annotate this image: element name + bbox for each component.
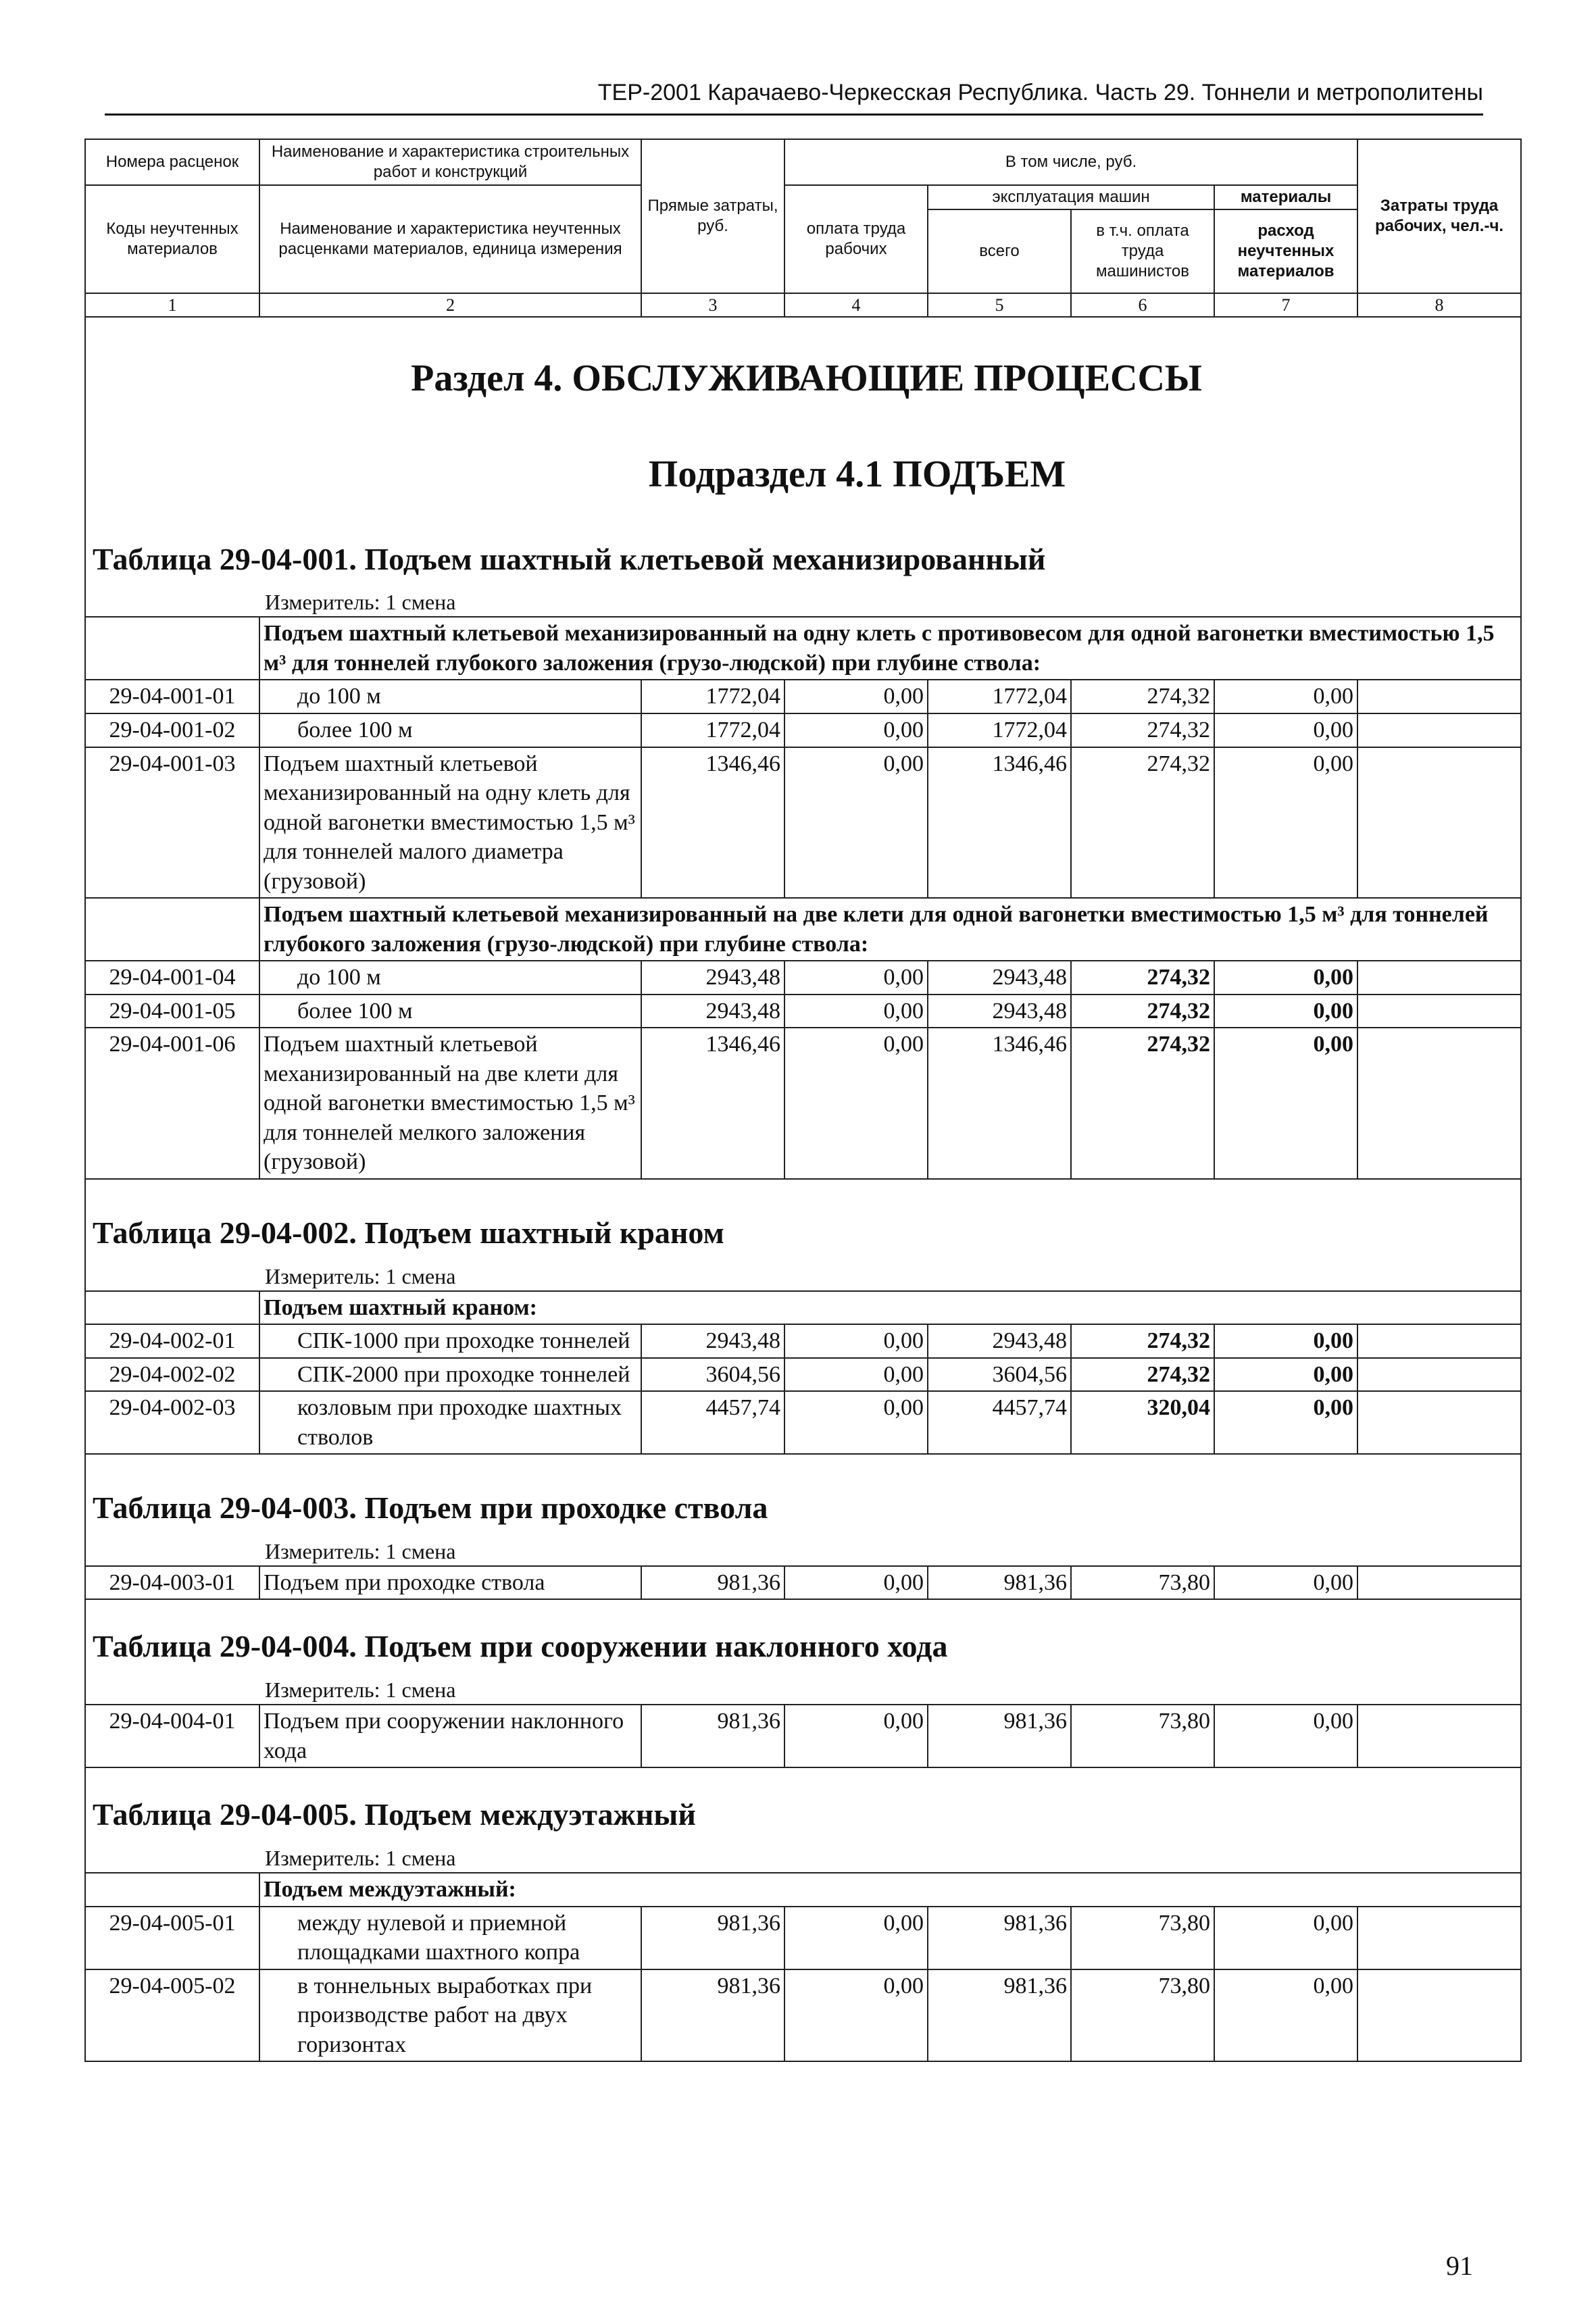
header-rule	[105, 114, 1483, 116]
labor-pay: 0,00	[784, 1391, 928, 1454]
direct-costs: 1346,46	[641, 747, 784, 899]
direct-costs: 1772,04	[641, 680, 784, 713]
labor-hours	[1357, 961, 1521, 995]
table-3-title: Таблица 29-04-003. Подъем при проходке ствола	[93, 1490, 768, 1526]
rate-code: 29-04-001-01	[85, 680, 259, 713]
labor-hours	[1357, 1358, 1521, 1392]
table-row	[85, 1324, 1521, 1358]
rate-code: 29-04-005-02	[85, 1969, 259, 2062]
col2-bot: Наименование и характеристика неучтенных расценками материалов, единица измерения	[259, 185, 641, 293]
rate-code: 29-04-001-06	[85, 1028, 259, 1179]
direct-costs: 2943,48	[641, 995, 784, 1028]
group-row	[85, 1873, 1521, 1907]
operator-pay: 73,80	[1071, 1566, 1214, 1600]
table-row	[85, 995, 1521, 1028]
direct-costs: 4457,74	[641, 1391, 784, 1454]
group-row	[85, 1291, 1521, 1325]
table-row	[85, 1705, 1521, 1767]
machine-total: 981,36	[928, 1907, 1071, 1969]
col1-bot: Коды неучтенных материалов	[85, 185, 259, 293]
index-cell: 7	[1214, 293, 1357, 317]
table-title-row	[85, 1179, 1521, 1291]
rates-table	[84, 139, 1522, 2062]
operator-pay: 274,32	[1071, 747, 1214, 899]
rate-name: козловым при проходке шахтных стволов	[259, 1391, 641, 1454]
col2-top: Наименование и характеристика строительных работ и конструкций	[259, 139, 641, 185]
rate-code: 29-04-005-01	[85, 1907, 259, 1969]
table-title-row	[85, 1599, 1521, 1705]
subsection-title: Подраздел 4.1 ПОДЪЕМ	[648, 453, 1066, 495]
materials: 0,00	[1214, 1907, 1357, 1969]
index-cell: 3	[641, 293, 784, 317]
rate-code: 29-04-002-02	[85, 1358, 259, 1392]
materials: 0,00	[1214, 1324, 1357, 1358]
operator-pay: 274,32	[1071, 680, 1214, 713]
machine-total: 1346,46	[928, 747, 1071, 899]
rate-code: 29-04-001-04	[85, 961, 259, 995]
table-2-title: Таблица 29-04-002. Подъем шахтный краном	[93, 1215, 724, 1250]
machine-total: 981,36	[928, 1969, 1071, 2062]
operator-pay: 73,80	[1071, 1705, 1214, 1767]
machine-total: 1772,04	[928, 713, 1071, 747]
col5-header: всего	[928, 209, 1071, 293]
operator-pay: 274,32	[1071, 713, 1214, 747]
index-cell: 8	[1357, 293, 1521, 317]
incl-header: В том числе, руб.	[784, 139, 1357, 185]
labor-hours	[1357, 1566, 1521, 1600]
direct-costs: 2943,48	[641, 1324, 784, 1358]
header-row-2	[85, 185, 1521, 209]
machine-total: 981,36	[928, 1566, 1071, 1600]
rate-name: в тоннельных выработках при производстве работ на двух горизонтах	[259, 1969, 641, 2062]
machine-total: 3604,56	[928, 1358, 1071, 1392]
table-row	[85, 680, 1521, 713]
table-5-measure: Измеритель: 1 смена	[265, 1846, 456, 1871]
table-5-title-block	[85, 1767, 1521, 1873]
table-5-group-1: Подъем междуэтажный:	[259, 1873, 1521, 1907]
group-row	[85, 617, 1521, 680]
page-number: 91	[1446, 2250, 1473, 2281]
mach-header: эксплуатация машин	[928, 185, 1214, 209]
operator-pay: 274,32	[1071, 1358, 1214, 1392]
rate-code: 29-04-002-03	[85, 1391, 259, 1454]
table-1-title: Таблица 29-04-001. Подъем шахтный клетьевой механизированный	[93, 541, 1046, 576]
col7-header: расход неучтенных материалов	[1214, 209, 1357, 293]
labor-pay: 0,00	[784, 1969, 928, 2062]
materials: 0,00	[1214, 1969, 1357, 2062]
materials: 0,00	[1214, 1028, 1357, 1179]
table-row	[85, 1028, 1521, 1179]
section-block	[85, 317, 1521, 617]
machine-total: 2943,48	[928, 995, 1071, 1028]
operator-pay: 274,32	[1071, 1324, 1214, 1358]
header-row-1	[85, 139, 1521, 185]
operator-pay: 274,32	[1071, 995, 1214, 1028]
operator-pay: 320,04	[1071, 1391, 1214, 1454]
direct-costs: 981,36	[641, 1907, 784, 1969]
index-cell: 5	[928, 293, 1071, 317]
table-4-measure: Измеритель: 1 смена	[265, 1678, 456, 1703]
labor-pay: 0,00	[784, 961, 928, 995]
labor-hours	[1357, 1969, 1521, 2062]
materials: 0,00	[1214, 1358, 1357, 1392]
operator-pay: 73,80	[1071, 1907, 1214, 1969]
section-row	[85, 317, 1521, 617]
rate-name: СПК-1000 при проходке тоннелей	[259, 1324, 641, 1358]
materials: 0,00	[1214, 1705, 1357, 1767]
labor-pay: 0,00	[784, 680, 928, 713]
materials: 0,00	[1214, 680, 1357, 713]
table-row	[85, 1969, 1521, 2062]
labor-hours	[1357, 1324, 1521, 1358]
rate-code: 29-04-001-02	[85, 713, 259, 747]
operator-pay: 274,32	[1071, 1028, 1214, 1179]
rate-name: между нулевой и приемной площадками шахтного копра	[259, 1907, 641, 1969]
rate-name: до 100 м	[259, 961, 641, 995]
rate-name: Подъем шахтный клетьевой механизированный на одну клеть для одной вагонетки вместимостью 1,5 м³ для тоннелей малого диаметра (грузовой)	[259, 747, 641, 899]
labor-hours	[1357, 713, 1521, 747]
table-2-title-block	[85, 1179, 1521, 1291]
index-cell: 2	[259, 293, 641, 317]
table-4-title: Таблица 29-04-004. Подъем при сооружении наклонного хода	[93, 1629, 948, 1664]
labor-pay: 0,00	[784, 1358, 928, 1392]
table-1-group-2: Подъем шахтный клетьевой механизированный на две клети для одной вагонетки вместимостью 1,5 м³ для тоннелей глубокого заложения (грузо-людской) при глубине ствола:	[259, 898, 1521, 961]
direct-costs: 2943,48	[641, 961, 784, 995]
mat-header: материалы	[1214, 185, 1357, 209]
index-cell: 6	[1071, 293, 1214, 317]
rate-name: до 100 м	[259, 680, 641, 713]
labor-pay: 0,00	[784, 747, 928, 899]
direct-costs: 981,36	[641, 1566, 784, 1600]
rate-name: более 100 м	[259, 713, 641, 747]
direct-costs: 1346,46	[641, 1028, 784, 1179]
page-header: ТЕР-2001 Карачаево-Черкесская Республика. Часть 29. Тоннели и метрополитены	[597, 80, 1483, 105]
table-row	[85, 1907, 1521, 1969]
table-row	[85, 713, 1521, 747]
direct-costs: 1772,04	[641, 713, 784, 747]
index-cell: 4	[784, 293, 928, 317]
materials: 0,00	[1214, 1566, 1357, 1600]
table-5-title: Таблица 29-04-005. Подъем междуэтажный	[93, 1797, 696, 1832]
rate-code: 29-04-001-05	[85, 995, 259, 1028]
col3-header: Прямые затраты, руб.	[641, 139, 784, 293]
table-row	[85, 1391, 1521, 1454]
labor-pay: 0,00	[784, 1028, 928, 1179]
materials: 0,00	[1214, 1391, 1357, 1454]
machine-total: 2943,48	[928, 1324, 1071, 1358]
table-3-title-block	[85, 1454, 1521, 1566]
table-2-measure: Измеритель: 1 смена	[265, 1263, 456, 1288]
table-title-row	[85, 1454, 1521, 1566]
direct-costs: 3604,56	[641, 1358, 784, 1392]
machine-total: 2943,48	[928, 961, 1071, 995]
rate-name: Подъем шахтный клетьевой механизированный на две клети для одной вагонетки вместимостью 1,5 м³ для тоннелей мелкого заложения (грузовой)	[259, 1028, 641, 1179]
table-title-row	[85, 1767, 1521, 1873]
labor-pay: 0,00	[784, 1566, 928, 1600]
col6-header: в т.ч. оплата труда машинистов	[1071, 209, 1214, 293]
labor-pay: 0,00	[784, 713, 928, 747]
labor-hours	[1357, 747, 1521, 899]
rate-code: 29-04-002-01	[85, 1324, 259, 1358]
materials: 0,00	[1214, 747, 1357, 899]
rate-name: Подъем при проходке ствола	[259, 1566, 641, 1600]
machine-total: 1346,46	[928, 1028, 1071, 1179]
rate-name: более 100 м	[259, 995, 641, 1028]
labor-pay: 0,00	[784, 1907, 928, 1969]
table-1-group-1: Подъем шахтный клетьевой механизированный на одну клеть с противовесом для одной вагонетки вместимостью 1,5 м³ для тоннелей глубокого заложения (грузо-людской) при глубине ствола:	[259, 617, 1521, 680]
rate-code: 29-04-003-01	[85, 1566, 259, 1600]
table-row	[85, 961, 1521, 995]
col4-header: оплата труда рабочих	[784, 185, 928, 293]
labor-pay: 0,00	[784, 995, 928, 1028]
labor-hours	[1357, 1391, 1521, 1454]
machine-total: 1772,04	[928, 680, 1071, 713]
table-3-measure: Измеритель: 1 смена	[265, 1539, 456, 1563]
labor-hours	[1357, 680, 1521, 713]
index-cell: 1	[85, 293, 259, 317]
direct-costs: 981,36	[641, 1705, 784, 1767]
rate-name: Подъем при сооружении наклонного хода	[259, 1705, 641, 1767]
group-row	[85, 898, 1521, 961]
labor-hours	[1357, 1028, 1521, 1179]
table-2-group-1: Подъем шахтный краном:	[259, 1291, 1521, 1325]
labor-pay: 0,00	[784, 1324, 928, 1358]
materials: 0,00	[1214, 713, 1357, 747]
rate-code: 29-04-001-03	[85, 747, 259, 899]
materials: 0,00	[1214, 995, 1357, 1028]
table-row	[85, 1358, 1521, 1392]
labor-hours	[1357, 1705, 1521, 1767]
labor-hours	[1357, 1907, 1521, 1969]
section-title: Раздел 4. ОБСЛУЖИВАЮЩИЕ ПРОЦЕССЫ	[411, 357, 1202, 400]
rate-name: СПК-2000 при проходке тоннелей	[259, 1358, 641, 1392]
table-row	[85, 1566, 1521, 1600]
rate-code: 29-04-004-01	[85, 1705, 259, 1767]
table-4-title-block	[85, 1599, 1521, 1705]
operator-pay: 73,80	[1071, 1969, 1214, 2062]
machine-total: 4457,74	[928, 1391, 1071, 1454]
labor-hours	[1357, 995, 1521, 1028]
operator-pay: 274,32	[1071, 961, 1214, 995]
direct-costs: 981,36	[641, 1969, 784, 2062]
machine-total: 981,36	[928, 1705, 1071, 1767]
col1-top: Номера расценок	[85, 139, 259, 185]
table-1-measure: Измеритель: 1 смена	[265, 590, 456, 615]
labor-pay: 0,00	[784, 1705, 928, 1767]
col8-header: Затраты труда рабочих, чел.-ч.	[1357, 139, 1521, 293]
index-row	[85, 293, 1521, 317]
materials: 0,00	[1214, 961, 1357, 995]
table-row	[85, 747, 1521, 899]
